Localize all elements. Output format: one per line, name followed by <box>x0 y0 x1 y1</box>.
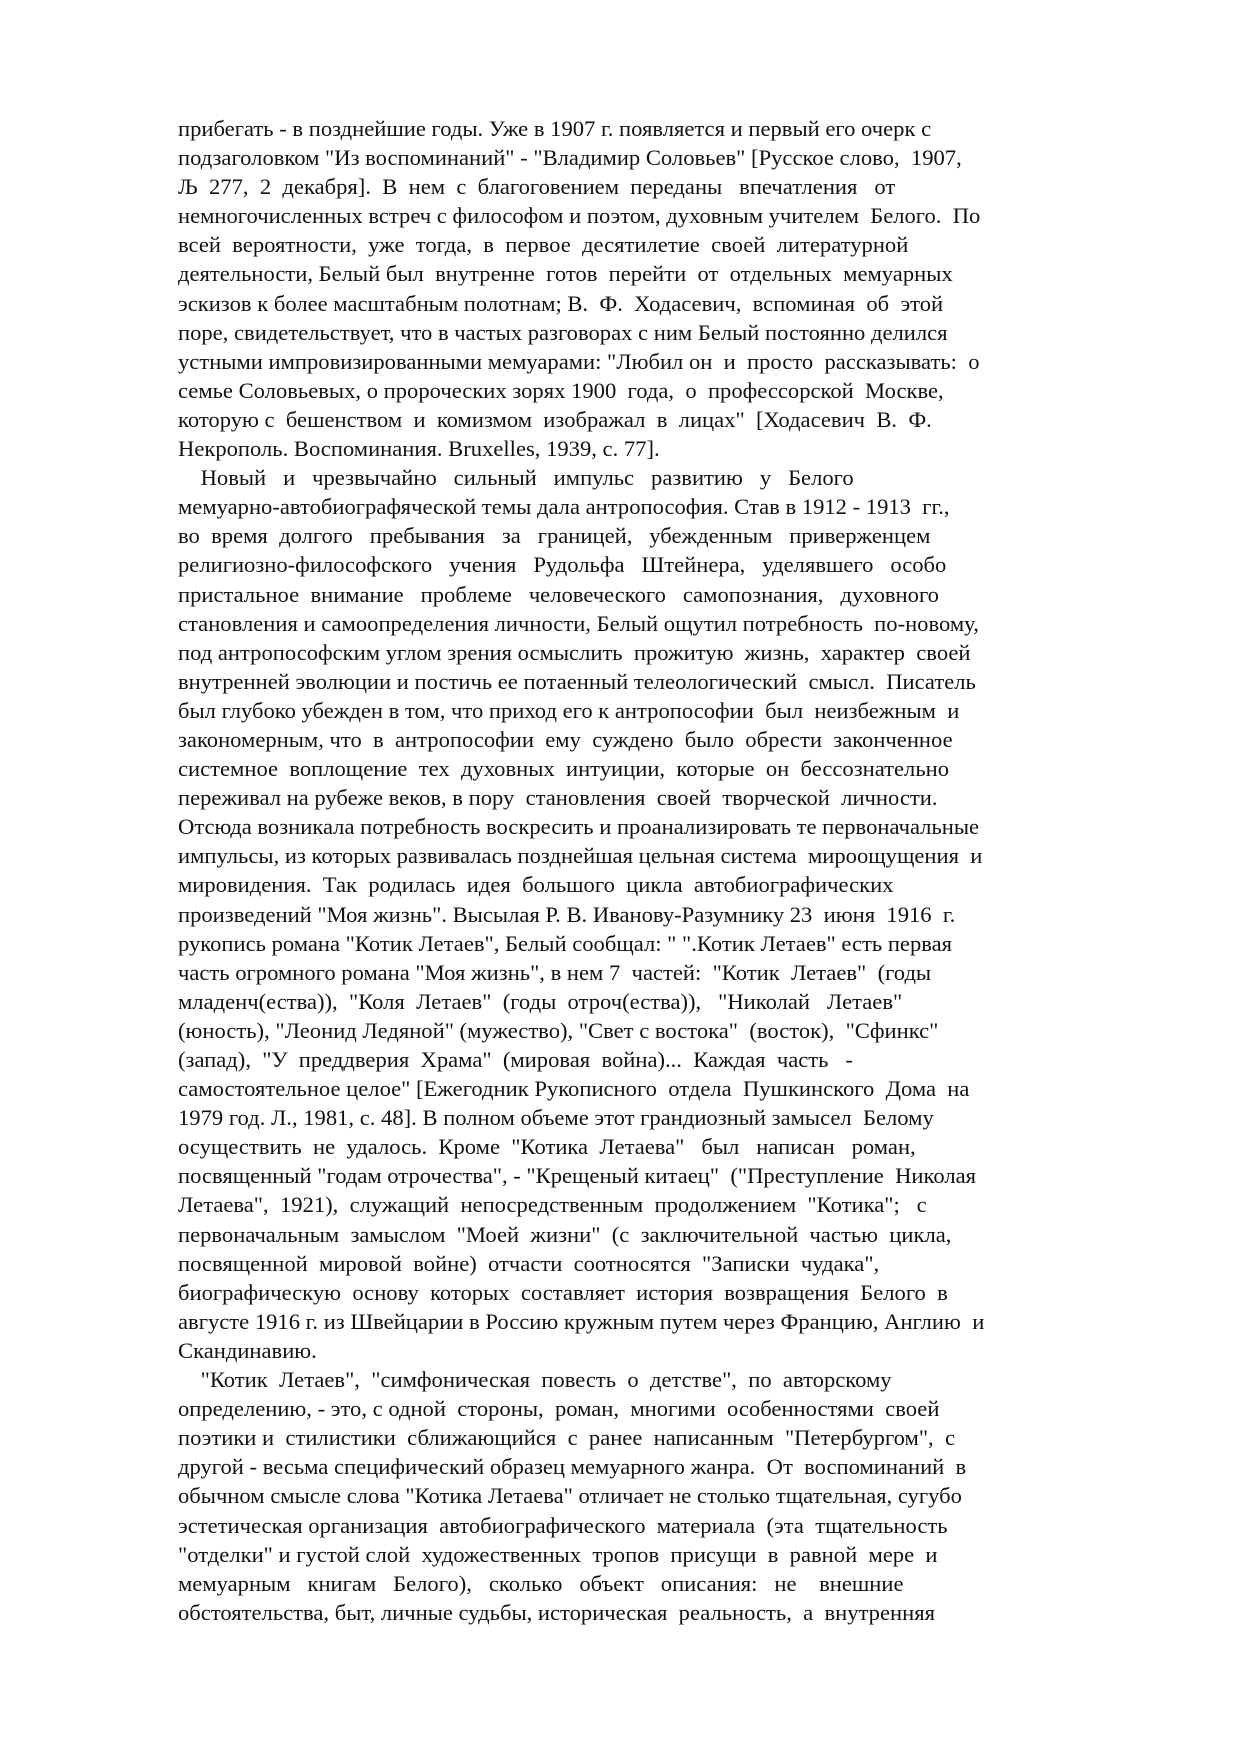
text-line: мемуарным книгам Белого), сколько объект описания: не внешние <box>178 1570 904 1596</box>
text-line: "отделки" и густой слой художественных тропов присущи в равной мере и <box>178 1541 938 1567</box>
text-line: определению, - это, с одной стороны, роман, многими особенностями своей <box>178 1396 940 1422</box>
text-line: под антропософским углом зрения осмыслить прожитую жизнь, характер своей <box>178 639 971 665</box>
text-line: пристальное внимание проблеме человеческого самопознания, духовного <box>178 581 939 607</box>
text-line: внутренней эволюции и постичь ее потаенный телеологический смысл. Писатель <box>178 668 976 694</box>
text-line: произведений "Моя жизнь". Высылая Р. В. Иванову-Разумнику 23 июня 1916 г. <box>178 901 956 927</box>
text-line: первоначальным замыслом "Моей жизни" (с заключительной частью цикла, <box>178 1221 952 1247</box>
text-line: переживал на рубеже веков, в пору становления своей творческой личности. <box>178 785 938 811</box>
text-line: мемуарно-автобиографяческой темы дала антропософия. Став в 1912 - 1913 гг., <box>178 494 950 520</box>
text-line: эстетическая организация автобиографического материала (эта тщательность <box>178 1512 948 1538</box>
text-line: другой - весьма специфический образец мемуарного жанра. От воспоминаний в <box>178 1454 967 1480</box>
text-line: Новый и чрезвычайно сильный импульс развитию у Белого <box>178 465 854 491</box>
text-line: становления и самоопределения личности, Белый ощутил потребность по-новому, <box>178 610 979 636</box>
text-line: религиозно-философского учения Рудольфа Штейнера, уделявшего особо <box>178 552 947 578</box>
text-line: Скандинавию. <box>178 1337 317 1363</box>
text-line: Отсюда возникала потребность воскресить и проанализировать те первоначальные <box>178 814 980 840</box>
text-line: (запад), "У преддверия Храма" (мировая война)... Каждая часть - <box>178 1047 853 1072</box>
text-line: самостоятельное целое" [Ежегодник Рукописного отдела Пушкинского Дома на <box>178 1076 970 1102</box>
text-line: поре, свидетельствует, что в частых разговорах с ним Белый постоянно делился <box>178 319 948 345</box>
text-line: всей вероятности, уже тогда, в первое десятилетие своей литературной <box>178 232 909 258</box>
text-line: 1979 год. Л., 1981, с. 48]. В полном объеме этот грандиозный замысел Белому <box>178 1105 934 1131</box>
text-line: Летаева", 1921), служащий непосредственным продолжением "Котика"; с <box>178 1192 927 1218</box>
text-line: августе 1916 г. из Швейцарии в Россию кружным путем через Францию, Англию и <box>178 1308 985 1334</box>
text-line: устными импровизированными мемуарами: "Любил он и просто рассказывать: о <box>178 348 980 374</box>
text-line: которую с бешенством и комизмом изображал в лицах" [Ходасевич В. Ф. <box>178 406 932 432</box>
body-text <box>178 114 1078 1627</box>
text-line: посвященной мировой войне) отчасти соотносятся "Записки чудака", <box>178 1250 880 1276</box>
text-line: рукопись романа "Котик Летаев", Белый сообщал: " ".Котик Летаев" есть первая <box>178 930 953 956</box>
text-line: посвященный "годам отрочества", - "Крещеный китаец" ("Преступление Николая <box>178 1163 977 1189</box>
text-line: импульсы, из которых развивалась позднейшая цельная система мироощущения и <box>178 843 983 869</box>
text-line: "Котик Летаев", "симфоническая повесть о детстве", по авторскому <box>178 1367 892 1393</box>
text-line: системное воплощение тех духовных интуиции, которые он бессознательно <box>178 756 950 782</box>
text-line: закономерным, что в антропософии ему суждено было обрести законченное <box>178 726 953 752</box>
text-line: прибегать - в позднейшие годы. Уже в 1907 г. появляется и первый его очерк с <box>178 116 932 141</box>
text-line: мировидения. Так родилась идея большого цикла автобиографических <box>178 872 894 898</box>
text-line: подзаголовком "Из воспоминаний" - "Владимир Соловьев" [Русское слово, 1907, <box>178 145 962 171</box>
text-line: деятельности, Белый был внутренне готов перейти от отдельных мемуарных <box>178 261 953 287</box>
text-line: эскизов к более масштабным полотнам; В. Ф. Ходасевич, вспоминая об этой <box>178 290 944 316</box>
text-line: семье Соловьевых, о пророческих зорях 1900 года, о профессорской Москве, <box>178 377 944 403</box>
text-line: немногочисленных встреч с философом и поэтом, духовным учителем Белого. По <box>178 203 981 229</box>
text-line: Некрополь. Воспоминания. Bruxelles, 1939, с. 77]. <box>178 436 660 462</box>
text-line: биографическую основу которых составляет история возвращения Белого в <box>178 1279 948 1305</box>
text-line: часть огромного романа "Моя жизнь", в нем 7 частей: "Котик Летаев" (годы <box>178 959 932 985</box>
text-line: во время долгого пребывания за границей, убежденным приверженцем <box>178 523 931 549</box>
text-line: осуществить не удалось. Кроме "Котика Летаева" был написан роман, <box>178 1134 916 1160</box>
text-line: младенч(ества)), "Коля Летаев" (годы отроч(ества)), "Николай Летаев" <box>178 988 903 1014</box>
text-line: был глубоко убежден в том, что приход его к антропософии был неизбежным и <box>178 697 960 723</box>
text-line: (юность), "Леонид Ледяной" (мужество), "Свет с востока" (восток), "Сфинкс" <box>178 1017 939 1043</box>
text-line: обычном смысле слова "Котика Летаева" отличает не столько тщательная, сугубо <box>178 1483 962 1509</box>
text-line: обстоятельства, быт, личные судьбы, историческая реальность, а внутренняя <box>178 1599 935 1625</box>
text-line: поэтики и стилистики сближающийся с ранее написанным "Петербургом", с <box>178 1425 956 1451</box>
text-line: Љ 277, 2 декабря]. В нем с благоговением переданы впечатления от <box>178 174 896 200</box>
